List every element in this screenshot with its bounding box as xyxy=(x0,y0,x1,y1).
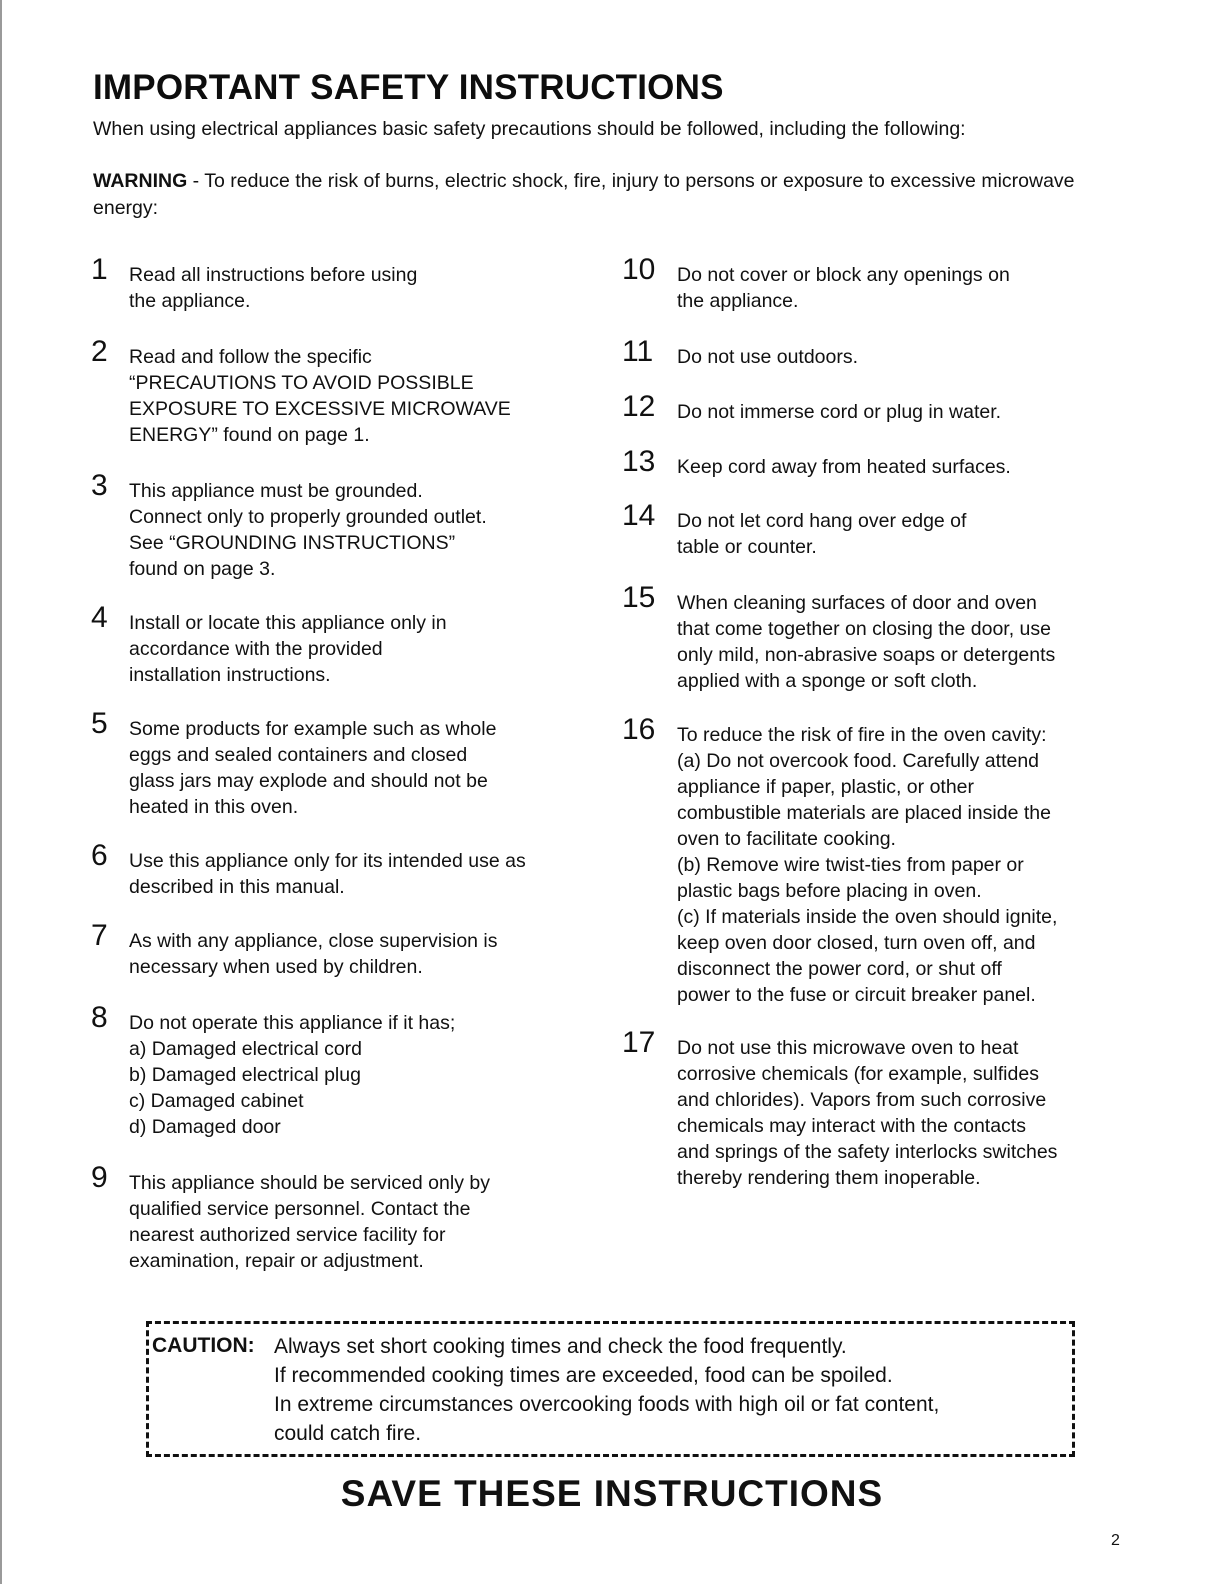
item-text: Do not use outdoors. xyxy=(677,346,859,368)
item-text: Do not use this microwave oven to heat corrosive chemicals (for example, sulfides and chlorides). Vapors from such corrosive chemicals may interact with the contacts and springs of the safety interlocks switches thereby rendering them inoperable. xyxy=(677,1037,1058,1189)
item-number: 2 xyxy=(91,335,108,368)
item-text: Do not operate this appliance if it has; a) Damaged electrical cord b) Damaged electrical plug c) Damaged cabinet d) Damaged door xyxy=(129,1012,456,1138)
intro-text: When using electrical appliances basic safety precautions should be followed, including the following: xyxy=(93,118,966,140)
item-text: Do not cover or block any openings on the appliance. xyxy=(677,264,1010,312)
item-text: This appliance should be serviced only by qualified service personnel. Contact the nearest authorized service facility for examination, repair or adjustment. xyxy=(129,1172,490,1272)
page-edge-rule xyxy=(0,0,2,1584)
item-number: 11 xyxy=(622,335,654,368)
item-number: 7 xyxy=(91,919,108,952)
item-text: To reduce the risk of fire in the oven cavity: (a) Do not overcook food. Carefully attend appliance if paper, plastic, or other combustible materials are placed inside the oven to facilitate cooking. (b) Remove wire twist-ties from paper or plastic bags before placing in oven. (c) If materials inside the oven should ignite, keep oven door closed, turn oven off, and disconnect the power cord, or shut off power to the fuse or circuit breaker panel. xyxy=(677,724,1058,1006)
item-number: 10 xyxy=(622,253,656,286)
warning-label: WARNING xyxy=(93,170,188,192)
item-text: Use this appliance only for its intended use as described in this manual. xyxy=(129,850,526,898)
item-number: 12 xyxy=(622,390,656,423)
item-number: 6 xyxy=(91,839,108,872)
item-text: Some products for example such as whole eggs and sealed containers and closed glass jars may explode and should not be heated in this oven. xyxy=(129,718,497,818)
item-text: Read all instructions before using the appliance. xyxy=(129,264,418,312)
warning-text: - To reduce the risk of burns, electric shock, fire, injury to persons or exposure to excessive microwave energy: xyxy=(93,170,1075,219)
item-number: 8 xyxy=(91,1001,108,1034)
page-number: 2 xyxy=(1111,1532,1120,1549)
item-text: This appliance must be grounded. Connect only to properly grounded outlet. See “GROUNDING INSTRUCTIONS” found on page 3. xyxy=(129,480,487,580)
item-number: 9 xyxy=(91,1161,108,1194)
warning-paragraph xyxy=(93,168,1123,222)
item-number: 1 xyxy=(91,253,108,286)
item-text: As with any appliance, close supervision is necessary when used by children. xyxy=(129,930,498,978)
item-text: When cleaning surfaces of door and oven that come together on closing the door, use only mild, non-abrasive soaps or detergents applied with a sponge or soft cloth. xyxy=(677,592,1056,692)
item-number: 14 xyxy=(622,499,656,532)
item-number: 4 xyxy=(91,601,108,634)
item-number: 5 xyxy=(91,707,108,740)
item-number: 13 xyxy=(622,445,656,478)
item-number: 15 xyxy=(622,581,656,614)
item-text: Read and follow the specific “PRECAUTIONS TO AVOID POSSIBLE EXPOSURE TO EXCESSIVE MICROWAVE ENERGY” found on page 1. xyxy=(129,346,511,446)
item-number: 17 xyxy=(622,1026,656,1059)
item-text: Install or locate this appliance only in accordance with the provided installation instructions. xyxy=(129,612,447,686)
save-instructions-heading: SAVE THESE INSTRUCTIONS xyxy=(340,1473,884,1514)
caution-label: CAUTION: xyxy=(152,1334,255,1357)
item-text: Do not let cord hang over edge of table or counter. xyxy=(677,510,967,558)
caution-text: Always set short cooking times and check the food frequently. If recommended cooking times are exceeded, food can be spoiled. In extreme circumstances overcooking foods with high oil or fat content, could catch fire. xyxy=(274,1335,940,1445)
item-number: 3 xyxy=(91,469,108,502)
item-number: 16 xyxy=(622,713,656,746)
page-title: IMPORTANT SAFETY INSTRUCTIONS xyxy=(93,68,724,107)
item-text: Keep cord away from heated surfaces. xyxy=(677,456,1011,478)
item-text: Do not immerse cord or plug in water. xyxy=(677,401,1002,423)
